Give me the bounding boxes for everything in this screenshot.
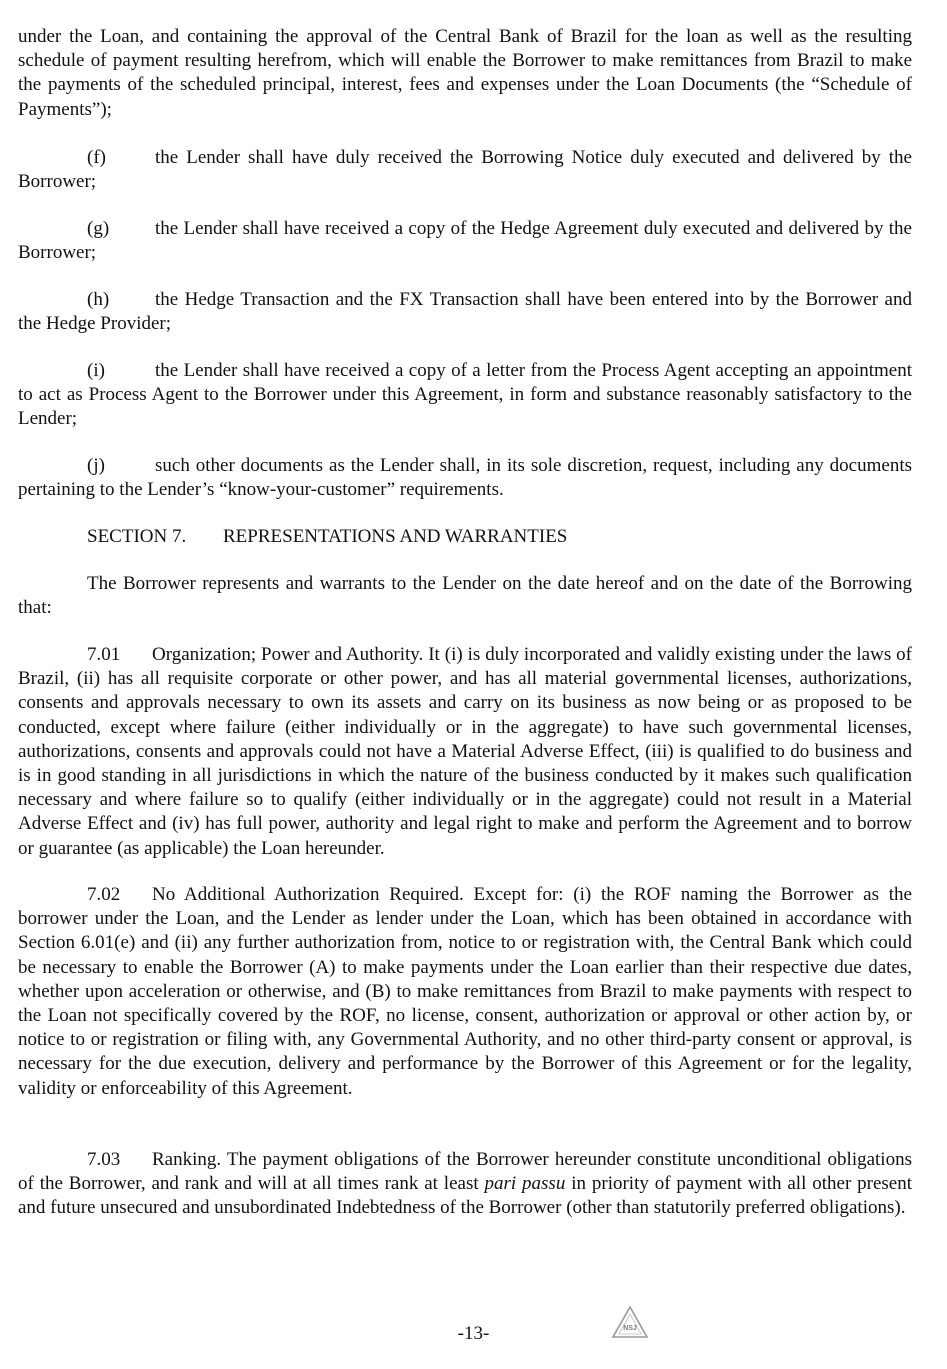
item-label: (f) — [87, 147, 106, 168]
clause-italic-term: pari passu — [484, 1173, 566, 1195]
condition-item-j — [18, 454, 912, 502]
section-number: SECTION 7. — [87, 526, 187, 547]
condition-item-f — [18, 146, 912, 194]
clause-7-01 — [18, 643, 912, 861]
clause-7-03 — [18, 1148, 912, 1221]
section-title: REPRESENTATIONS AND WARRANTIES — [223, 526, 568, 547]
item-text: the Hedge Transaction and the FX Transaction shall have been entered into by the Borrower and the Hedge Provider; — [18, 289, 912, 335]
item-label: (j) — [87, 455, 105, 476]
item-text: the Lender shall have received a copy of a letter from the Process Agent accepting an appointment to act as Process Agent to the Borrower under this Agreement, in form and substance reasonably satisfactory to the Lender; — [18, 360, 912, 430]
clause-text-a: Ranking. The payment obligations of the Borrower hereunder constitute unconditional obligations of the Borrower, and rank and will at all times rank at least — [18, 1149, 912, 1195]
condition-item-i — [18, 359, 912, 432]
page-number: -13- — [457, 1323, 490, 1344]
item-text: such other documents as the Lender shall, in its sole discretion, request, including any documents pertaining to the Lender’s “know-your-customer” requirements. — [18, 455, 912, 501]
item-label: (i) — [87, 360, 105, 381]
item-text: the Lender shall have duly received the Borrowing Notice duly executed and delivered by the Borrower; — [18, 147, 912, 193]
clause-number: 7.01 — [87, 644, 121, 665]
paragraph-continued: under the Loan, and containing the approval of the Central Bank of Brazil for the loan as well as the resulting schedule of payment resulting herefrom, which will enable the Borrower to make remittances from Brazil to make the payments of the scheduled principal, interest, fees and expenses under the Loan Documents (the “Schedule of Payments”); — [18, 26, 912, 120]
item-text: the Lender shall have received a copy of the Hedge Agreement duly executed and delivered by the Borrower; — [18, 218, 912, 264]
clause-text-b: in priority of payment with all other present and future unsecured and unsubordinated Indebtedness of the Borrower (other than statutorily preferred obligations). — [18, 1173, 913, 1219]
logo-text: NSJ — [623, 1325, 637, 1332]
clause-text: Organization; Power and Authority. It (i) is duly incorporated and validly existing under the laws of Brazil, (ii) has all requisite corporate or other power, and has all material governmental licenses, authorizations, consents and approvals necessary to own its assets and carry on its business as now being or as proposed to be conducted, except where failure (either individually or in the aggregate) to have such governmental licenses, authorizations, consents and approvals could not have a Material Adverse Effect, (iii) is qualified to do business and is in good standing in all jurisdictions in which the nature of the business conducted by it makes such qualification necessary and where failure so to qualify (either individually or in the aggregate) could not result in a Material Adverse Effect and (iv) has full power, authority and legal right to make and perform the Agreement and to borrow or guarantee (as applicable) the Loan hereunder. — [18, 644, 912, 859]
clause-number: 7.03 — [87, 1149, 121, 1170]
condition-item-h — [18, 288, 912, 336]
condition-item-g — [18, 217, 912, 265]
intro-paragraph — [18, 572, 912, 620]
intro-text: The Borrower represents and warrants to the Lender on the date hereof and on the date of the Borrowing that: — [18, 573, 912, 619]
clause-7-02 — [18, 883, 912, 1101]
item-label: (g) — [87, 218, 110, 239]
nsj-logo-icon — [611, 1305, 649, 1339]
clause-number: 7.02 — [87, 884, 121, 905]
item-label: (h) — [87, 289, 110, 310]
section-heading — [18, 525, 912, 549]
clause-text: No Additional Authorization Required. Except for: (i) the ROF naming the Borrower as the borrower under the Loan, and the Lender as lender under the Loan, which has been obtained in accordance with Section 6.01(e) and (ii) any further authorization from, notice to or registration with, the Central Bank which could be necessary to enable the Borrower (A) to make payments under the Loan earlier than their respective due dates, whether upon acceleration or otherwise, and (B) to make remittances from Brazil to make payments with respect to the Loan not specifically covered by the ROF, no license, consent, authorization or approval or other action by, or notice to or registration or filing with, any Governmental Authority, and no other third-party consent or approval, is necessary for the due execution, delivery and performance by the Borrower of this Agreement or for the legality, validity or enforceability of this Agreement. — [18, 884, 912, 1099]
